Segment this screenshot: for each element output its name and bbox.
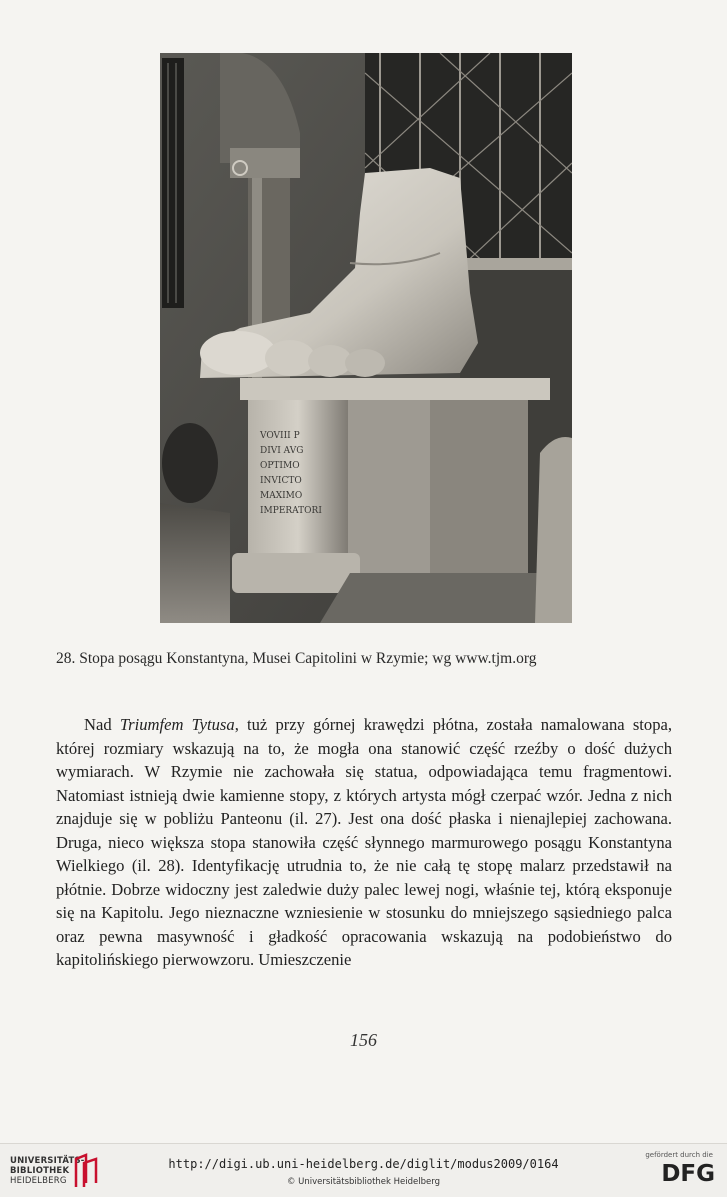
inscription-line: INVICTO	[260, 476, 302, 486]
paragraph-text: , tuż przy górnej krawędzi płótna, została namalowana stopa, której rozmiary wskazują na to, że mogła ona stanowić część rzeźby o dość dużych wymiarach. W Rzymie nie zachowała się statua, odpowiadająca temu fragmentowi. Natomiast istnieją dwie kamienne stopy, z których artysta mógł czerpać wzór. Jedna z nich znajduje się w pobliżu Panteonu (il. 27). Jest ona dość płaska i nienajlepiej zachowana. Druga, nieco większa stopa stanowiła część słynnego marmurowego posągu Konstantyna Wielkiego (il. 28). Identyfikację utrudnia to, że nie całą tę stopę malarz przedstawił na płótnie. Dobrze widoczny jest zaledwie duży palec lewej nogi, właśnie tej, którą eksponuje się na Kapitolu. Jego nieznaczne wzniesienie w stosunku do mniejszego sąsiedniego palca oraz pewna masywność i gładkość opracowania wskazują na podobieństwo do kapitolińskiego pierwowzoru. Umieszczenie	[56, 715, 673, 969]
body-paragraph	[56, 713, 672, 972]
library-line: HEIDELBERG	[10, 1176, 67, 1186]
inscription-line: IMPERATORI	[260, 506, 322, 516]
dfg-logo[interactable]: DFG	[661, 1161, 715, 1187]
inscription-line: OPTIMO	[260, 461, 300, 471]
inscription-line: MAXIMO	[260, 491, 303, 501]
artwork-title: Triumfem Tytusa	[119, 715, 235, 734]
figure-photo	[160, 53, 572, 623]
permalink-url[interactable]: http://digi.ub.uni-heidelberg.de/diglit/modus2009/0164	[168, 1157, 559, 1171]
library-line: BIBLIOTHEK	[10, 1166, 70, 1176]
funded-by-text: gefördert durch die	[645, 1151, 713, 1159]
figure-caption: 28. Stopa posągu Konstantyna, Musei Capitolini w Rzymie; wg www.tjm.org	[56, 650, 537, 667]
copyright-text: © Universitätsbibliothek Heidelberg	[286, 1177, 440, 1187]
inscription-line: DIVI AVG	[260, 446, 304, 456]
library-line: UNIVERSITÄTS-	[10, 1156, 85, 1166]
lead-prefix: Nad	[84, 715, 120, 734]
footer-bar	[0, 1143, 727, 1197]
statue-foot-photo	[160, 53, 572, 623]
inscription-line: VOVIII P	[260, 431, 300, 441]
page-number: 156	[350, 1030, 377, 1050]
